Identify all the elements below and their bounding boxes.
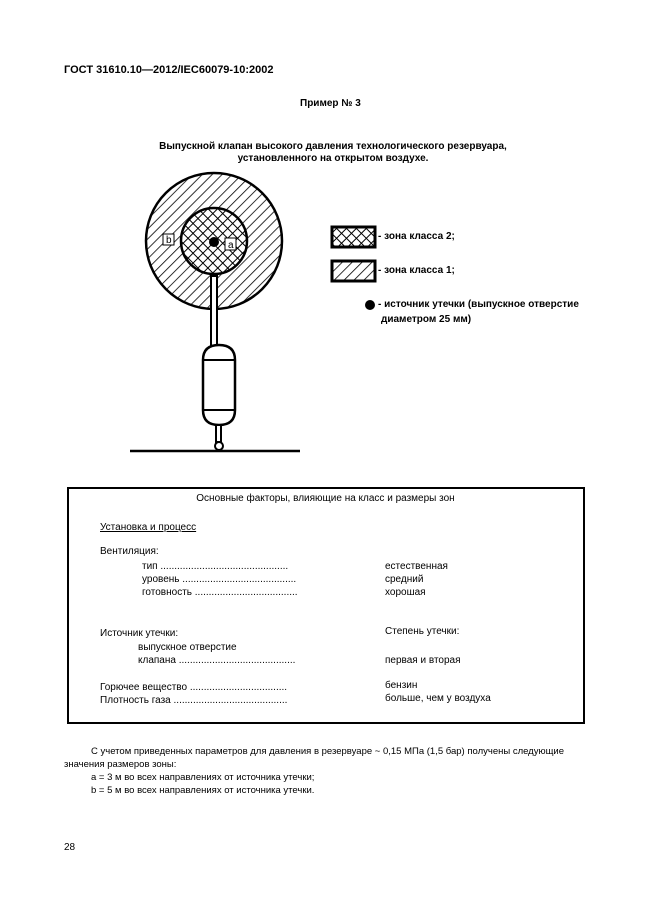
vent-avail-value: хорошая [385,587,426,598]
diagonal-hatch-legend-icon [332,261,375,281]
paragraph-line-1: С учетом приведенных параметров для давления в резервуаре ~ 0,15 МПа (1,5 бар) получены следующие [91,746,565,757]
fuel-value: бензин [385,680,418,691]
pipe [211,276,217,346]
legend-source-2: диаметром 25 мм) [381,314,472,325]
vent-level-label: уровень ......................................... [142,574,297,585]
fuel-label: Горючее вещество ................................... [100,682,288,693]
factors-section: Установка и процесс [100,522,197,533]
leak-source-dot [209,237,219,247]
vent-type-label: тип .............................................. [142,561,289,572]
label-a: a [228,240,234,251]
valve-line-2: клапана .......................................... [138,655,296,666]
legend-zone-1: - зона класса 1; [378,265,455,276]
factors-title: Основные факторы, влияющие на класс и размеры зон [196,493,455,504]
standard-header: ГОСТ 31610.10—2012/IEC60079-10:2002 [64,64,274,76]
dot-legend-icon [365,300,375,310]
degree-label: Степень утечки: [385,626,460,637]
page-number: 28 [64,842,76,853]
value-a: a = 3 м во всех направлениях от источника утечки; [91,772,315,783]
legend-zone-2: - зона класса 2; [378,231,455,242]
density-value: больше, чем у воздуха [385,693,491,704]
vent-type-value: естественная [385,561,448,572]
valve-line-1: выпускное отверстие [138,642,237,653]
ventilation-label: Вентиляция: [100,546,159,557]
vent-level-value: средний [385,574,424,585]
valve-value: первая и вторая [385,655,461,666]
source-label: Источник утечки: [100,628,179,639]
paragraph-line-2: значения размеров зоны: [64,759,177,770]
figure-caption-2: установленного на открытом воздухе. [237,153,429,164]
crosshatch-legend-icon [332,227,375,247]
example-title: Пример № 3 [300,98,361,109]
figure-caption-1: Выпускной клапан высокого давления технологического резервуара, [159,141,507,152]
valve-body [203,345,235,425]
legend-source-1: - источник утечки (выпускное отверстие [378,299,579,310]
label-b: b [166,235,172,246]
vent-avail-label: готовность ..................................... [142,587,298,598]
value-b: b = 5 м во всех направлениях от источника утечки. [91,785,315,796]
density-label: Плотность газа ......................................... [100,695,288,706]
